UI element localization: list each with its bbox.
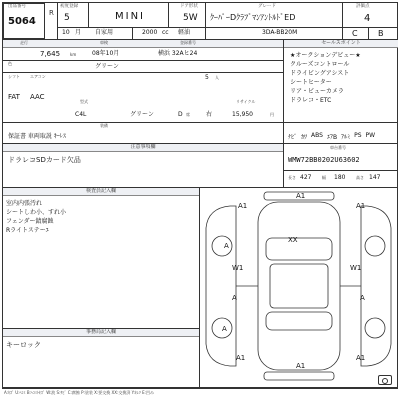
vin: WMW72BB0202U63602 bbox=[288, 156, 360, 164]
transmission: FAT bbox=[8, 93, 20, 101]
inspector-line: Rライトステーﾕ bbox=[6, 227, 49, 234]
mark: A bbox=[222, 325, 227, 333]
sales-point-line: クルーズコントロール bbox=[290, 61, 350, 68]
notes-header: 注意事項欄 bbox=[3, 144, 283, 152]
mark: A bbox=[360, 294, 365, 302]
displacement: 2000 bbox=[142, 29, 158, 36]
car-damage-diagram bbox=[200, 188, 397, 384]
inspector-list bbox=[6, 199, 66, 235]
footer-legend: A:ｷｽﾞ U:ﾍｺﾐ B:ﾍｺﾐﾄｷｽﾞ W:波 S:ｻﾋﾞ C:腐蝕 P:塗装 X:要交換 XX:交換済 Y:ｷﾚﾂ E:凹み bbox=[4, 390, 155, 395]
year: 5 bbox=[64, 13, 70, 23]
seats: 5 bbox=[205, 74, 209, 81]
dealer-text: キーロック bbox=[6, 341, 41, 349]
wheel-front-left bbox=[212, 236, 232, 256]
trans-label: シフト bbox=[8, 74, 20, 79]
lot-label: 出品番号 bbox=[8, 4, 26, 9]
equipment-label: 装備 bbox=[100, 123, 108, 128]
notes-text: ドラレコSDカード欠品 bbox=[8, 156, 81, 164]
month: 10 bbox=[62, 29, 70, 36]
height-label: 高さ bbox=[356, 175, 364, 180]
mark: A bbox=[232, 294, 237, 302]
option-pw: PW bbox=[365, 132, 376, 139]
color-label: 色 bbox=[8, 61, 12, 66]
windshield bbox=[266, 238, 332, 260]
seats-unit: 人 bbox=[215, 75, 219, 80]
vin-label: 車台番号 bbox=[330, 145, 346, 150]
price-label: リサイクル bbox=[236, 99, 256, 104]
interior-score: C bbox=[352, 29, 358, 38]
inspector-header: 検査員記入欄 bbox=[3, 188, 199, 196]
grade-label: グレード bbox=[258, 4, 276, 9]
option-navi: ﾅﾋﾞ bbox=[288, 134, 298, 141]
roof bbox=[270, 264, 328, 308]
overall-score: 4 bbox=[364, 13, 371, 24]
inspection-label: 車検 bbox=[100, 40, 108, 45]
inspection-date: 08年10月 bbox=[92, 50, 120, 57]
mileage: 7,645 bbox=[40, 50, 61, 58]
fuel: 軽油 bbox=[178, 29, 191, 36]
grade: ｸｰﾊﾟｰDｸﾗﾌﾞﾏﾝｱﾝﾄﾙﾄﾞED bbox=[210, 13, 296, 22]
rear-window bbox=[266, 312, 332, 330]
wheel-front-right bbox=[365, 236, 385, 256]
steering-side: 右 bbox=[206, 111, 213, 118]
dealer-header: 事務局記入欄 bbox=[3, 329, 199, 337]
lot-number: 5064 bbox=[8, 16, 36, 27]
mark: A1 bbox=[236, 354, 246, 362]
length: 427 bbox=[300, 174, 312, 181]
era: R bbox=[49, 9, 54, 17]
doors: 5W bbox=[183, 13, 198, 23]
price-unit: 円 bbox=[270, 112, 274, 117]
cc-unit: cc bbox=[162, 29, 169, 36]
color: グリーン bbox=[95, 63, 119, 70]
mark: A bbox=[224, 242, 229, 250]
exterior-score: B bbox=[378, 29, 384, 38]
color-secondary: グリーン bbox=[130, 111, 154, 118]
options-row bbox=[288, 132, 375, 141]
make: MINI bbox=[115, 11, 146, 22]
mark: A1 bbox=[296, 192, 306, 200]
mark: A1 bbox=[238, 202, 248, 210]
mark: W1 bbox=[232, 264, 244, 272]
mark: W1 bbox=[350, 264, 362, 272]
option-ps: PS bbox=[354, 132, 362, 139]
mark: XX bbox=[288, 236, 298, 244]
car-side-left bbox=[206, 206, 236, 366]
model-code: 3DA-BB20M bbox=[262, 29, 298, 36]
mark: A1 bbox=[356, 202, 366, 210]
mark: A1 bbox=[296, 362, 306, 370]
equipment: 保証書 車両取説 ｷｰﾚｽ bbox=[8, 133, 66, 140]
wheel-rear-right bbox=[365, 318, 385, 338]
sales-point-header: セールスポイント bbox=[284, 40, 398, 48]
use: 自家用 bbox=[95, 29, 114, 36]
mileage-unit: km bbox=[70, 52, 77, 57]
height: 147 bbox=[369, 174, 381, 181]
ac-label: エアコン bbox=[30, 74, 46, 79]
car-side-right bbox=[361, 206, 391, 366]
sales-point-line: リア・ビューカメラ bbox=[290, 88, 344, 95]
plate: 横浜 32Aヒ24 bbox=[158, 50, 198, 57]
air-conditioner: AAC bbox=[30, 93, 45, 101]
length-label: 長さ bbox=[288, 175, 296, 180]
inspector-line: フェンダー錆腐蝕 bbox=[6, 218, 54, 225]
sales-point-list bbox=[290, 51, 361, 105]
option-airbag: ｴｱB bbox=[326, 134, 338, 141]
inspector-line: シートしわ小、すれ小 bbox=[6, 209, 67, 216]
sales-point-line: シートヒーター bbox=[290, 79, 332, 86]
month-unit: 月 bbox=[75, 29, 82, 36]
rear-bumper bbox=[264, 372, 334, 380]
row2-header bbox=[3, 40, 283, 48]
plate-label: 登録番号 bbox=[180, 40, 196, 45]
recycle-price: 15,950 bbox=[232, 111, 253, 118]
sales-point-line: ★オークションデビュー★ bbox=[290, 52, 361, 59]
width: 180 bbox=[334, 174, 346, 181]
option-abs: ABS bbox=[311, 132, 323, 139]
doors-label: ドア形状 bbox=[180, 4, 198, 9]
mark: A1 bbox=[356, 354, 366, 362]
doors-unit: 席 bbox=[186, 112, 190, 117]
width-label: 幅 bbox=[322, 175, 326, 180]
door-count: D bbox=[178, 111, 183, 118]
sales-point-line: ドライビングアシスト bbox=[290, 70, 350, 77]
option-alloy: ｱﾙﾐ bbox=[341, 134, 351, 141]
year-label: 初度登録 bbox=[60, 4, 78, 9]
mileage-label: 走行 bbox=[20, 40, 28, 45]
inspector-line: 室内内張汚れ bbox=[6, 200, 43, 207]
camera-icon bbox=[378, 375, 392, 385]
sales-point-line: ドラレコ・ETC bbox=[290, 97, 332, 104]
score-label: 評価点 bbox=[356, 4, 370, 9]
model-label: 型式 bbox=[80, 99, 88, 104]
option-leather: ｶﾜ bbox=[301, 134, 308, 141]
model: C4L bbox=[75, 111, 87, 118]
